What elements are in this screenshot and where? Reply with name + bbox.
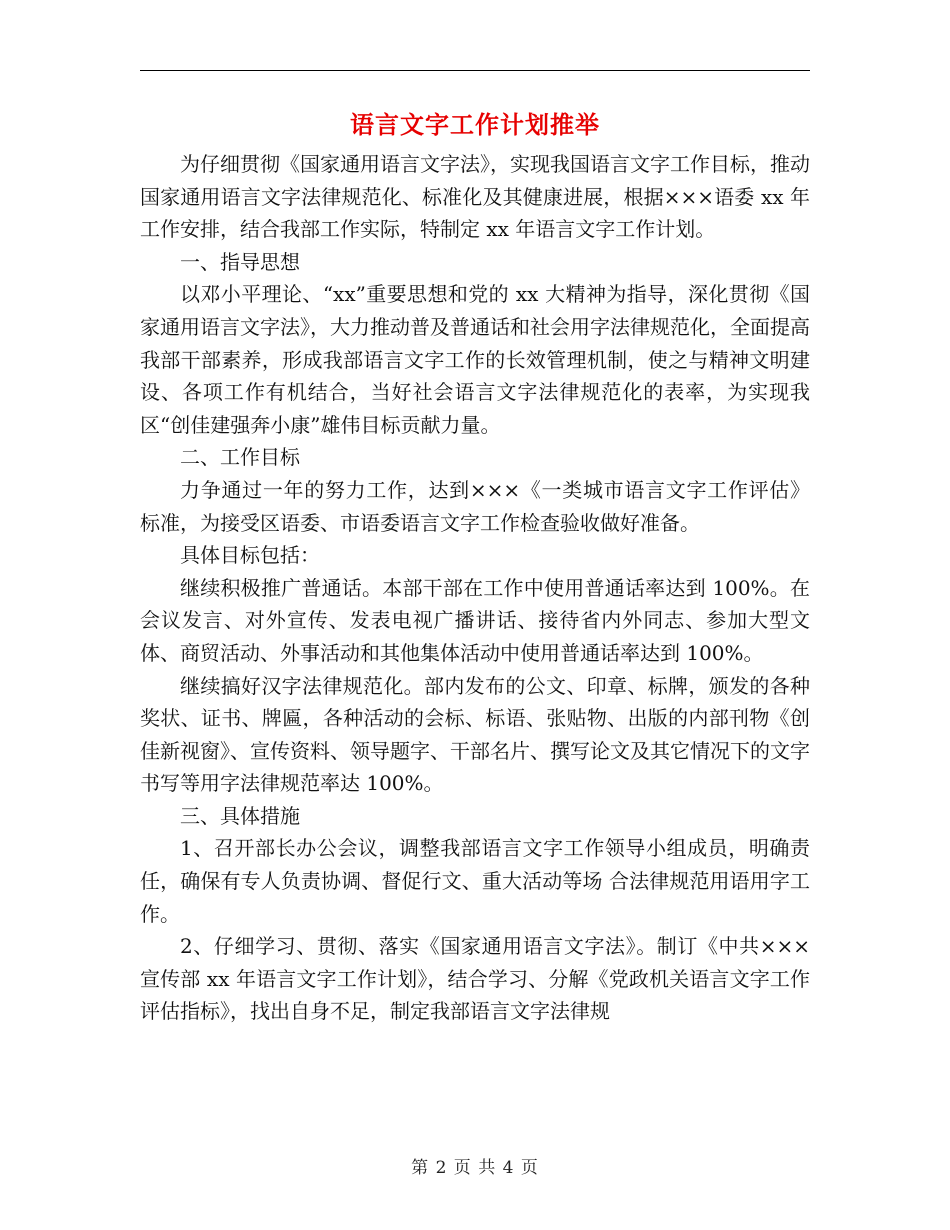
intro-paragraph: 为仔细贯彻《国家通用语言文字法》，实现我国语言文字工作目标，推动国家通用语言文字法律规范化、标准化及其健康进展，根据×××语委 xx 年工作安排，结合我部工作实际，特制定 xx 年语言文字工作计划。 [140, 152, 810, 242]
section-heading-measures: 三、具体措施 [180, 803, 300, 828]
section-heading-work-goals: 二、工作目标 [180, 445, 300, 470]
measure-item-1: 1、召开部长办公会议，调整我部语言文字工作领导小组成员，明确责任，确保有专人负责协调、督促行文、重大活动等场 合法律规范用语用字工作。 [140, 836, 810, 926]
header-rule [140, 70, 810, 71]
work-goals-paragraph: 力争通过一年的努力工作，达到×××《一类城市语言文字工作评估》标准，为接受区语委、市语委语言文字工作检查验收做好准备。 [140, 477, 810, 535]
document-body [140, 148, 810, 1028]
section-heading-guiding-ideology: 一、指导思想 [180, 249, 300, 274]
measure-item-2: 2、仔细学习、贯彻、落实《国家通用语言文字法》。制订《中共×××宣传部 xx 年语言文字工作计划》，结合学习、分解《党政机关语言文字工作评估指标》，找出自身不足，制定我部语言文字法律规 [140, 934, 810, 1024]
mandarin-goal-paragraph: 继续积极推广普通话。本部干部在工作中使用普通话率达到 100%。在会议发言、对外宣传、发表电视广播讲话、接待省内外同志、参加大型文体、商贸活动、外事活动和其他集体活动中使用普通话率达到 100%。 [140, 575, 810, 665]
document-title: 语言文字工作计划推举 [350, 110, 600, 139]
page-number-footer: 第 2 页 共 4 页 [411, 1158, 539, 1178]
character-standard-paragraph: 继续搞好汉字法律规范化。部内发布的公文、印章、标牌，颁发的各种奖状、证书、牌匾，各种活动的会标、标语、张贴物、出版的内部刊物《创佳新视窗》、宣传资料、领导题字、干部名片、撰写论文及其它情况下的文字书写等用字法律规范率达 100%。 [140, 673, 810, 796]
guiding-ideology-paragraph: 以邓小平理论、“xx”重要思想和党的 xx 大精神为指导，深化贯彻《国家通用语言文字法》，大力推动普及普通话和社会用字法律规范化，全面提高我部干部素养，形成我部语言文字工作的长效管理机制，使之与精神文明建设、各项工作有机结合，当好社会语言文字法律规范化的表率，为实现我区“创佳建强奔小康”雄伟目标贡献力量。 [140, 282, 810, 437]
specific-goals-heading: 具体目标包括： [180, 543, 320, 568]
